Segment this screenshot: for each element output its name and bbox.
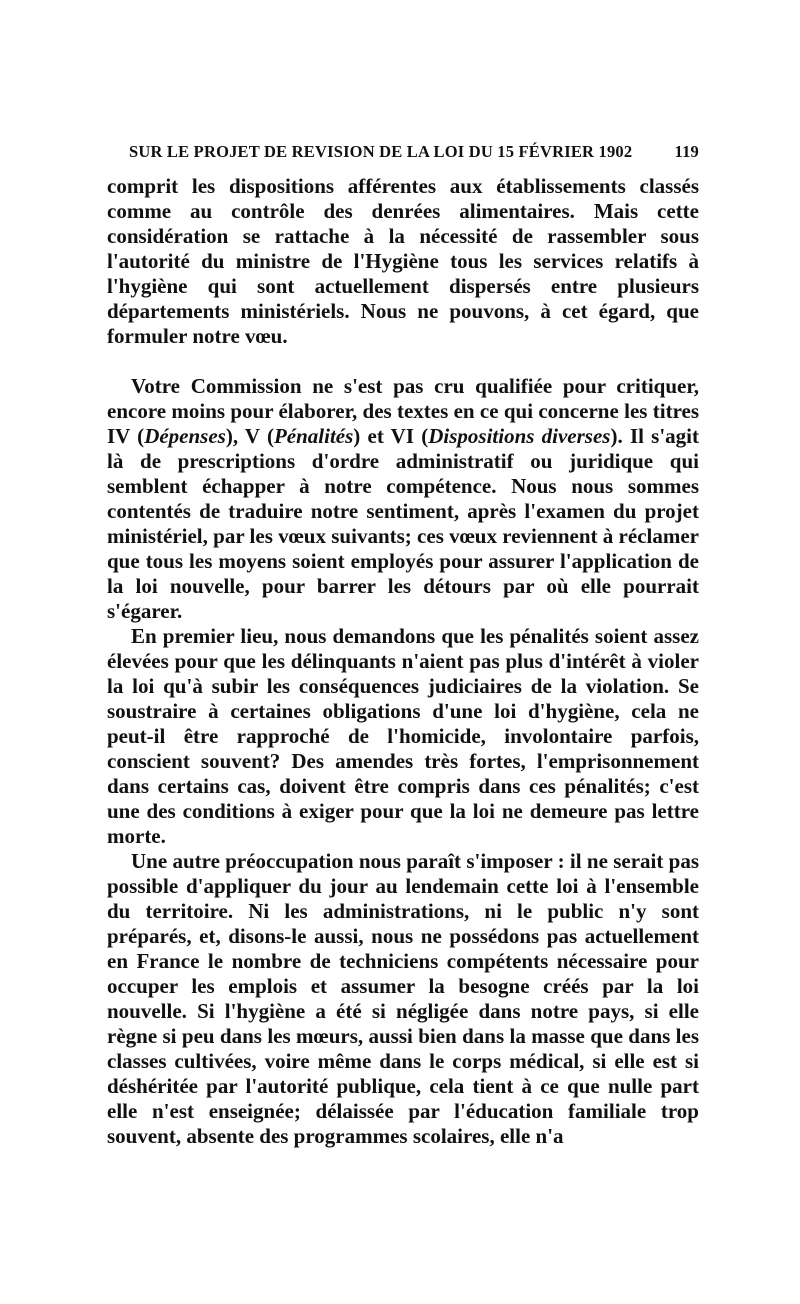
- running-title: SUR LE PROJET DE REVISION DE LA LOI DU 15 FÉVRIER 1902: [129, 142, 633, 161]
- paragraph-1: comprit les dispositions afférentes aux établissements classés comme au contrôle des denrées alimentaires. Mais cette considération se rattache à la nécessité de rassembler sous l'autorité du ministre de l'Hygiène tous les services relatifs à l'hygiène qui sont actuellement dispersés entre plusieurs départements ministériels. Nous ne pouvons, à cet égard, que formuler notre vœu.: [107, 174, 699, 348]
- paragraph-2-text-b: ), V (: [225, 424, 274, 448]
- page-number: 119: [674, 142, 699, 161]
- paragraph-2: [107, 374, 699, 624]
- paragraph-4: Une autre préoccupation nous paraît s'imposer : il ne serait pas possible d'appliquer du jour au lendemain cette loi à l'ensemble du territoire. Ni les administrations, ni le public n'y sont préparés, et, disons-le aussi, nous ne possédons pas actuellement en France le nombre de techniciens compétents nécessaire pour occuper les emplois et assumer la besogne créés par la loi nouvelle. Si l'hygiène a été si négligée dans notre pays, si elle règne si peu dans les mœurs, aussi bien dans la masse que dans les classes cultivées, voire même dans le corps médical, si elle est si déshéritée par l'autorité publique, cela tient à ce que nulle part elle n'est enseignée; délaissée par l'éducation familiale trop souvent, absente des programmes scolaires, elle n'a: [107, 849, 699, 1148]
- book-page: [107, 142, 699, 1149]
- italic-dispositions-diverses: Dispositions diverses: [428, 424, 611, 448]
- paragraph-3: En premier lieu, nous demandons que les pénalités soient assez élevées pour que les délinquants n'aient pas plus d'intérêt à violer la loi qu'à subir les conséquences judiciaires de la violation. Se soustraire à certaines obligations d'une loi d'hygiène, cela ne peut-il être rapproché de l'homicide, involontaire parfois, conscient souvent? Des amendes très fortes, l'emprisonnement dans certains cas, doivent être compris dans ces pénalités; c'est une des conditions à exiger pour que la loi ne demeure pas lettre morte.: [107, 624, 699, 848]
- italic-depenses: Dépenses: [144, 424, 226, 448]
- paragraph-2-text-c: ) et VI (: [353, 424, 429, 448]
- italic-penalites: Pénalités: [273, 424, 354, 448]
- paragraph-2-text-d: ). Il s'agit là de prescriptions d'ordre administratif ou juridique qui semblent échapper à notre compétence. Nous nous sommes contentés de traduire notre sentiment, après l'examen du projet ministériel, par les vœux suivants; ces vœux reviennent à réclamer que tous les moyens soient employés pour assurer l'application de la loi nouvelle, pour barrer les détours par où elle pourrait s'égarer.: [107, 424, 700, 623]
- paragraph-gap: [107, 349, 699, 374]
- running-head: [129, 142, 699, 162]
- paragraph-2-text-a: Votre Commission ne s'est pas cru qualifiée pour critiquer, encore moins pour élaborer, des textes en ce qui concerne les titres IV (: [107, 374, 699, 448]
